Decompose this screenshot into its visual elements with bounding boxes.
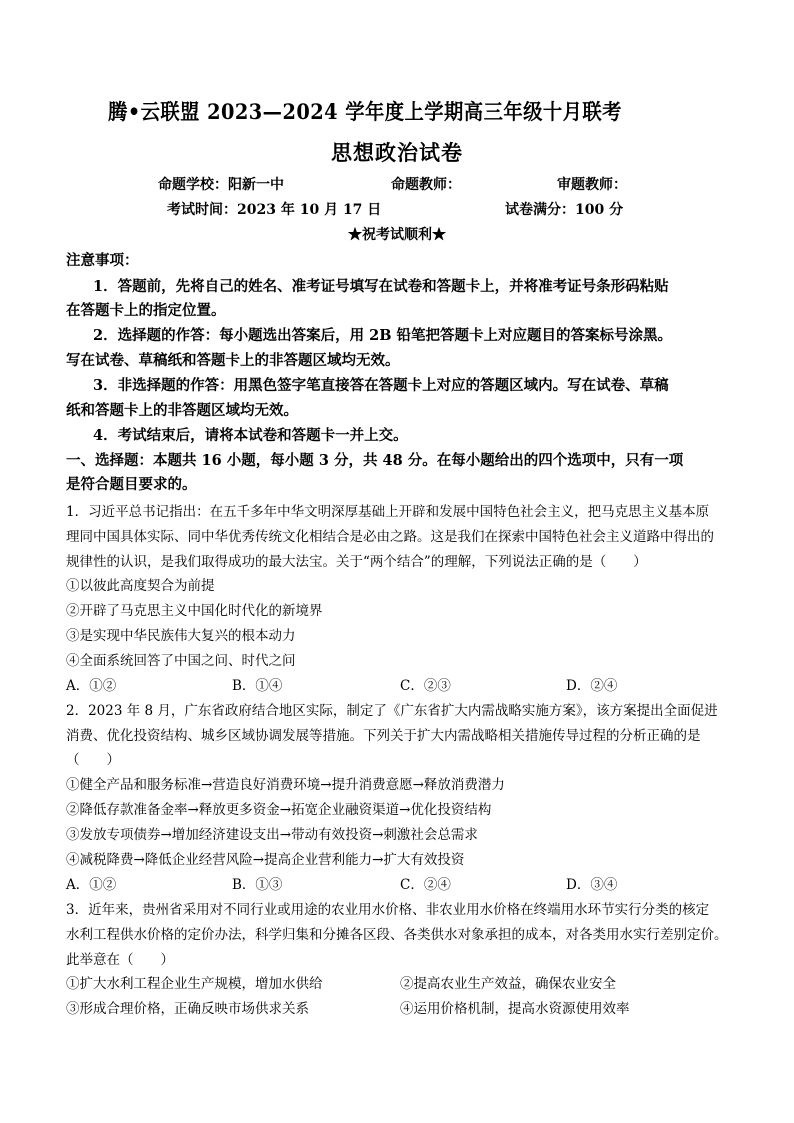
- review-teacher: 审题教师：: [557, 177, 627, 193]
- statement-item: ①以彼此高度契合为前提: [66, 578, 215, 594]
- exam-time: 考试时间：2023 年 10 月 17 日: [167, 202, 382, 218]
- choice-option: C．②④: [400, 877, 451, 893]
- choice-option: D．②④: [566, 678, 618, 694]
- section-heading: 是符合题目要求的。: [66, 476, 197, 493]
- exam-subject: 思想政治试卷: [331, 140, 463, 165]
- setting-teacher: 命题教师：: [391, 177, 461, 193]
- statement-item: ②开辟了马克思主义中国化时代化的新境界: [66, 603, 323, 619]
- statement-item: ③发放专项债券→增加经济建设支出→带动有效投资→刺激社会总需求: [66, 827, 478, 843]
- setting-school: 命题学校：阳新一中: [158, 177, 284, 193]
- full-score: 试卷满分：100 分: [505, 202, 624, 218]
- statement-item: ④减税降费→降低企业经营风险→提高企业营利能力→扩大有效投资: [66, 852, 465, 868]
- choice-option: A．①②: [66, 678, 117, 694]
- choice-option: D．③④: [566, 877, 618, 893]
- notice-line: 2．选择题的作答：每小题选出答案后，用 2B 铅笔把答题卡上对应题目的答案标号涂黑。: [93, 327, 673, 344]
- notice-heading: 注意事项：: [66, 252, 139, 269]
- notice-line: 1．答题前，先将自己的姓名、准考证号填写在试卷和答题卡上，并将准考证号条形码粘贴: [93, 278, 669, 295]
- notice-line: 3．非选择题的作答：用黑色签字笔直接答在答题卡上对应的答题区域内。写在试卷、草稿: [93, 377, 669, 394]
- good-luck-banner: ★祝考试顺利★: [348, 227, 446, 243]
- question-stem: 规律性的认识，是我们取得成功的最大法宝。关于“两个结合”的理解，下列说法正确的是（ ）: [66, 554, 647, 570]
- section-heading: 一、选择题：本题共 16 小题，每小题 3 分，共 48 分。在每小题给出的四个选项中，只有一项: [66, 452, 684, 469]
- notice-line: 在答题卡上的指定位置。: [66, 302, 226, 319]
- choice-option: A．①②: [66, 877, 117, 893]
- question-stem: 理同中国具体实际、同中华优秀传统文化相结合是必由之路。这是我们在探索中国特色社会主义道路中得出的: [66, 529, 714, 545]
- question-stem: 消费、优化投资结构、城乡区域协调发展等措施。下列关于扩大内需战略相关措施传导过程的分析正确的是: [66, 728, 701, 744]
- question-stem: 3．近年来，贵州省采用对不同行业或用途的农业用水价格、非农业用水价格在终端用水环节实行分类的核定: [66, 902, 710, 918]
- statement-item: ④全面系统回答了中国之问、时代之问: [66, 653, 296, 669]
- notice-line: 纸和答题卡上的非答题区域均无效。: [66, 402, 298, 419]
- notice-line: 4．考试结束后，请将本试卷和答题卡一并上交。: [93, 427, 408, 444]
- choice-option: C．②③: [400, 678, 451, 694]
- choice-option: B．①③: [232, 877, 283, 893]
- statement-item: ③形成合理价格，正确反映市场供求关系: [66, 1001, 309, 1017]
- statement-item: ③是实现中华民族伟大复兴的根本动力: [66, 628, 296, 644]
- notice-line: 写在试卷、草稿纸和答题卡上的非答题区域均无效。: [66, 352, 400, 369]
- question-stem: 水利工程供水价格的定价办法，科学归集和分摊各区段、各类供水对象承担的成本，对各类用水实行差别定价。: [66, 927, 728, 943]
- statement-item: ②提高农业生产效益，确保农业安全: [400, 976, 616, 992]
- exam-title: 腾•云联盟 2023—2024 学年度上学期高三年级十月联考: [108, 99, 622, 124]
- question-stem: 2．2023 年 8 月，广东省政府结合地区实际，制定了《广东省扩大内需战略实施方案》，该方案提出全面促进: [66, 703, 718, 719]
- statement-item: ②降低存款准备金率→释放更多资金→拓宽企业融资渠道→优化投资结构: [66, 802, 492, 818]
- question-stem: （ ）: [66, 752, 120, 768]
- statement-item: ①健全产品和服务标准→营造良好消费环境→提升消费意愿→释放消费潜力: [66, 777, 505, 793]
- statement-item: ④运用价格机制，提高水资源使用效率: [400, 1001, 630, 1017]
- question-stem: 1．习近平总书记指出：在五千多年中华文明深厚基础上开辟和发展中国特色社会主义，把马克思主义基本原: [66, 504, 710, 520]
- statement-item: ①扩大水利工程企业生产规模，增加水供给: [66, 976, 323, 992]
- choice-option: B．①④: [232, 678, 283, 694]
- question-stem: 此举意在（ ）: [66, 952, 174, 968]
